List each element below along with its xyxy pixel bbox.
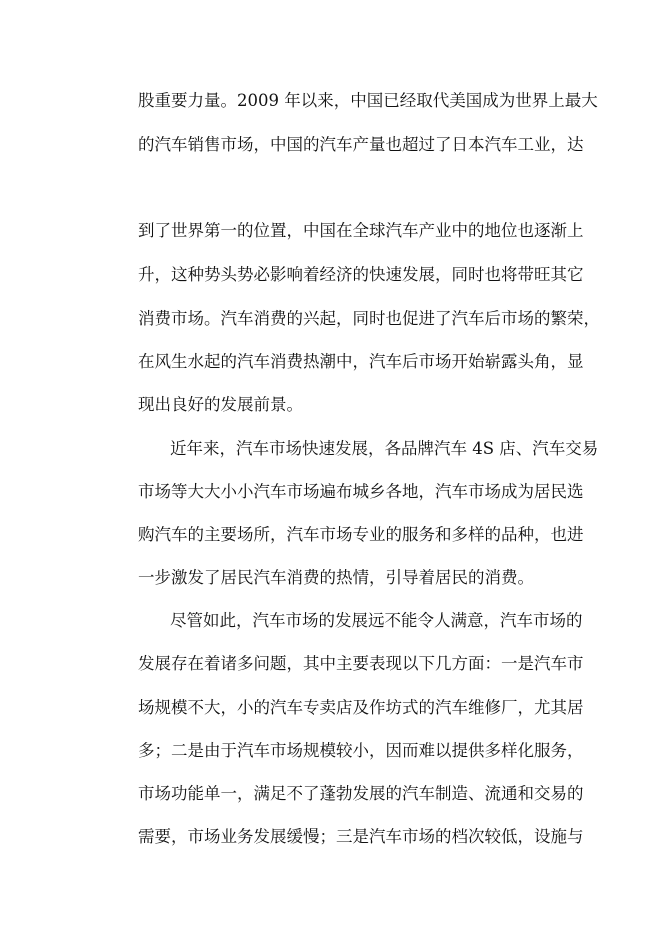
text-line: 在风生水起的汽车消费热潮中，汽车后市场开始崭露头角，显 [138, 352, 584, 371]
text-line: 需要，市场业务发展缓慢；三是汽车市场的档次较低，设施与 [138, 827, 584, 846]
text-line: 升，这种势头势必影响着经济的快速发展，同时也将带旺其它 [138, 265, 584, 284]
text-line: 市场等大大小小汽车市场遍布城乡各地，汽车市场成为居民选 [138, 482, 584, 501]
text-line: 市场功能单一，满足不了蓬勃发展的汽车制造、流通和交易的 [138, 784, 584, 803]
text-line: 现出良好的发展前景。 [138, 395, 303, 414]
text-line: 场规模不大，小的汽车专卖店及作坊式的汽车维修厂，尤其居 [138, 698, 584, 717]
paragraph-first-line: 近年来，汽车市场快速发展，各品牌汽车 4S 店、汽车交易 [170, 439, 599, 458]
text-line: 购汽车的主要场所，汽车市场专业的服务和多样的品种，也进 [138, 525, 584, 544]
paragraph-first-line: 尽管如此，汽车市场的发展远不能令人满意，汽车市场的 [170, 611, 583, 630]
text-line: 多；二是由于汽车市场规模较小，因而难以提供多样化服务， [138, 741, 584, 760]
text-line: 到了世界第一的位置，中国在全球汽车产业中的地位也逐渐上 [138, 221, 584, 240]
text-line: 发展存在着诸多问题，其中主要表现以下几方面：一是汽车市 [138, 654, 584, 673]
text-line: 股重要力量。2009 年以来，中国已经取代美国成为世界上最大 [138, 91, 598, 110]
text-line: 消费市场。汽车消费的兴起，同时也促进了汽车后市场的繁荣， [138, 309, 600, 328]
text-line: 一步激发了居民汽车消费的热情，引导着居民的消费。 [138, 568, 534, 587]
text-line: 的汽车销售市场，中国的汽车产量也超过了日本汽车工业，达 [138, 135, 584, 154]
